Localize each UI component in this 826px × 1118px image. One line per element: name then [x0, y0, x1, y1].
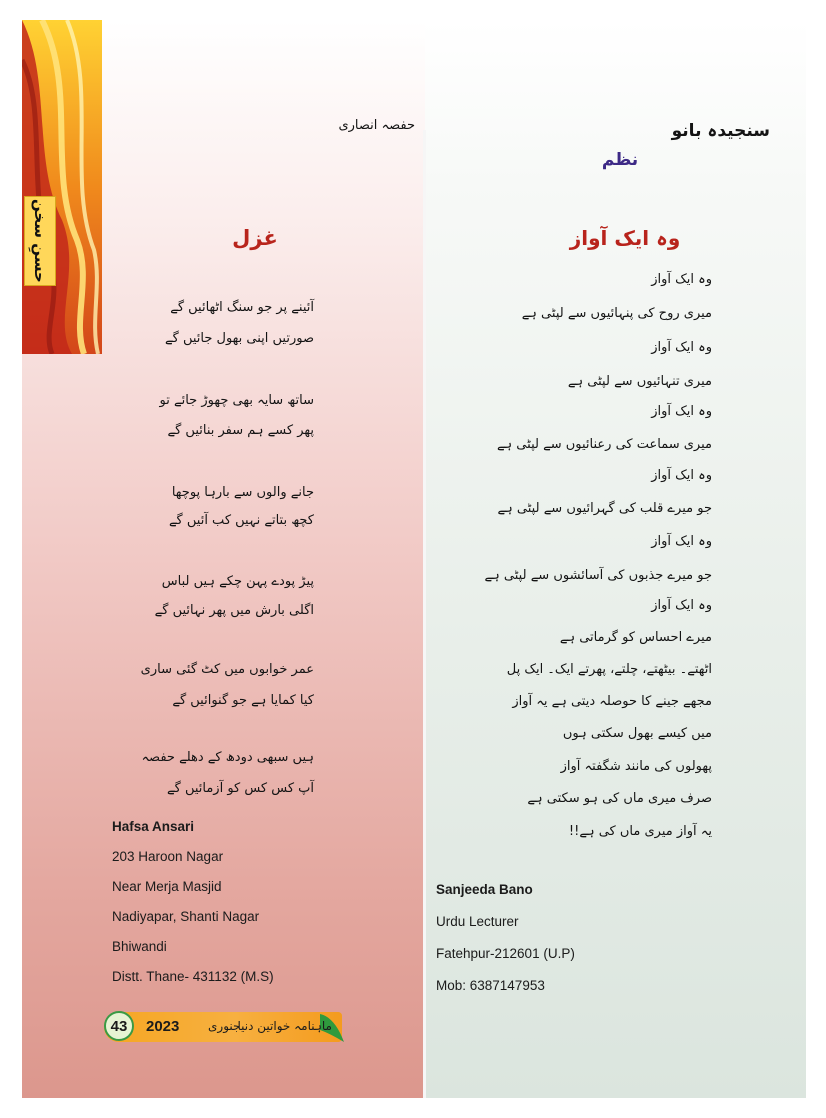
right-address-name: Sanjeeda Bano — [436, 882, 533, 897]
right-address-line: Mob: 6387147953 — [436, 978, 545, 993]
ghazal-line: اگلی بارش میں پھر نہائیں گے — [154, 603, 314, 618]
nazm-line: وہ ایک آواز — [651, 272, 712, 287]
left-address-line: 203 Haroon Nagar — [112, 849, 224, 864]
nazm-line: میری سماعت کی رعنائیوں سے لپٹی ہے — [496, 437, 712, 452]
nazm-line: وہ ایک آواز — [651, 468, 712, 483]
footer-magazine-name: ماہنامہ خواتین دنیا — [237, 1019, 332, 1033]
ghazal-line: آئینے پر جو سنگ اٹھائیں گے — [170, 300, 314, 315]
nazm-line: میری روح کی پنہائیوں سے لپٹی ہے — [521, 306, 712, 321]
left-address-name: Hafsa Ansari — [112, 819, 195, 834]
nazm-line: وہ ایک آواز — [651, 404, 712, 419]
ghazal-line: ساتھ سایہ بھی چھوڑ جائے تو — [159, 393, 314, 408]
nazm-line: یہ آواز میری ماں کی ہے!! — [568, 824, 712, 839]
section-badge — [24, 196, 56, 286]
decorative-flame-graphic — [22, 20, 102, 354]
nazm-line: جو میرے قلب کی گہرائیوں سے لپٹی ہے — [497, 501, 712, 516]
left-address-line: Near Merja Masjid — [112, 879, 222, 894]
nazm-title: وہ ایک آواز — [569, 226, 681, 250]
nazm-line: وہ ایک آواز — [651, 598, 712, 613]
left-address-line: Distt. Thane- 431132 (M.S) — [112, 969, 274, 984]
ghazal-line: جانے والوں سے بارہا پوچھا — [171, 485, 314, 500]
footer-year: 2023 — [146, 1018, 180, 1035]
right-author-name: سنجیدہ بانو — [671, 121, 770, 141]
nazm-line: اٹھتے۔ بیٹھتے، چلتے، پھرتے ایک۔ ایک پل — [506, 662, 712, 677]
nazm-line: وہ ایک آواز — [651, 534, 712, 549]
nazm-line: پھولوں کی مانند شگفتہ آواز — [560, 759, 712, 774]
ghazal-line: پیڑ پودے پہن چکے ہیں لباس — [161, 574, 314, 589]
footer-month: جنوری — [208, 1019, 241, 1033]
nazm-line: میرے احساس کو گرماتی ہے — [559, 630, 712, 645]
left-address-line: Bhiwandi — [112, 939, 167, 954]
nazm-line: میری تنہائیوں سے لپٹی ہے — [567, 374, 712, 389]
ghazal-line: پھر کسے ہم سفر بنائیں گے — [167, 423, 314, 438]
nazm-line: میں کیسے بھول سکتی ہوں — [562, 726, 712, 741]
ghazal-line: صورتیں اپنی بھول جائیں گے — [165, 331, 314, 346]
nazm-line: وہ ایک آواز — [651, 340, 712, 355]
right-address-line: Fatehpur-212601 (U.P) — [436, 946, 575, 961]
nazm-line: صرف میری ماں کی ہو سکتی ہے — [527, 791, 712, 806]
genre-label: نظم — [601, 150, 639, 170]
ghazal-title: غزل — [232, 226, 278, 250]
ghazal-line: آپ کس کس کو آزمائیں گے — [167, 781, 314, 796]
left-address-line: Nadiyapar, Shanti Nagar — [112, 909, 260, 924]
ghazal-line: عمر خوابوں میں کٹ گئی ساری — [140, 662, 314, 677]
nazm-line: مجھے جینے کا حوصلہ دیتی ہے یہ آواز — [512, 694, 712, 709]
right-panel — [425, 20, 806, 1098]
nazm-line: جو میرے جذبوں کی آسائشوں سے لپٹی ہے — [484, 568, 712, 583]
ghazal-line: ہیں سبھی دودھ کے دھلے حفصہ — [141, 750, 314, 765]
page-number: 43 — [104, 1011, 134, 1041]
ghazal-line: کیا کمایا ہے جو گنوائیں گے — [172, 693, 314, 708]
section-label: حسنِ سخن — [31, 199, 49, 283]
ghazal-line: کچھ بتاتے نہیں کب آئیں گے — [168, 513, 314, 528]
right-address-line: Urdu Lecturer — [436, 914, 519, 929]
left-author-name: حفصہ انصاری — [338, 118, 415, 133]
